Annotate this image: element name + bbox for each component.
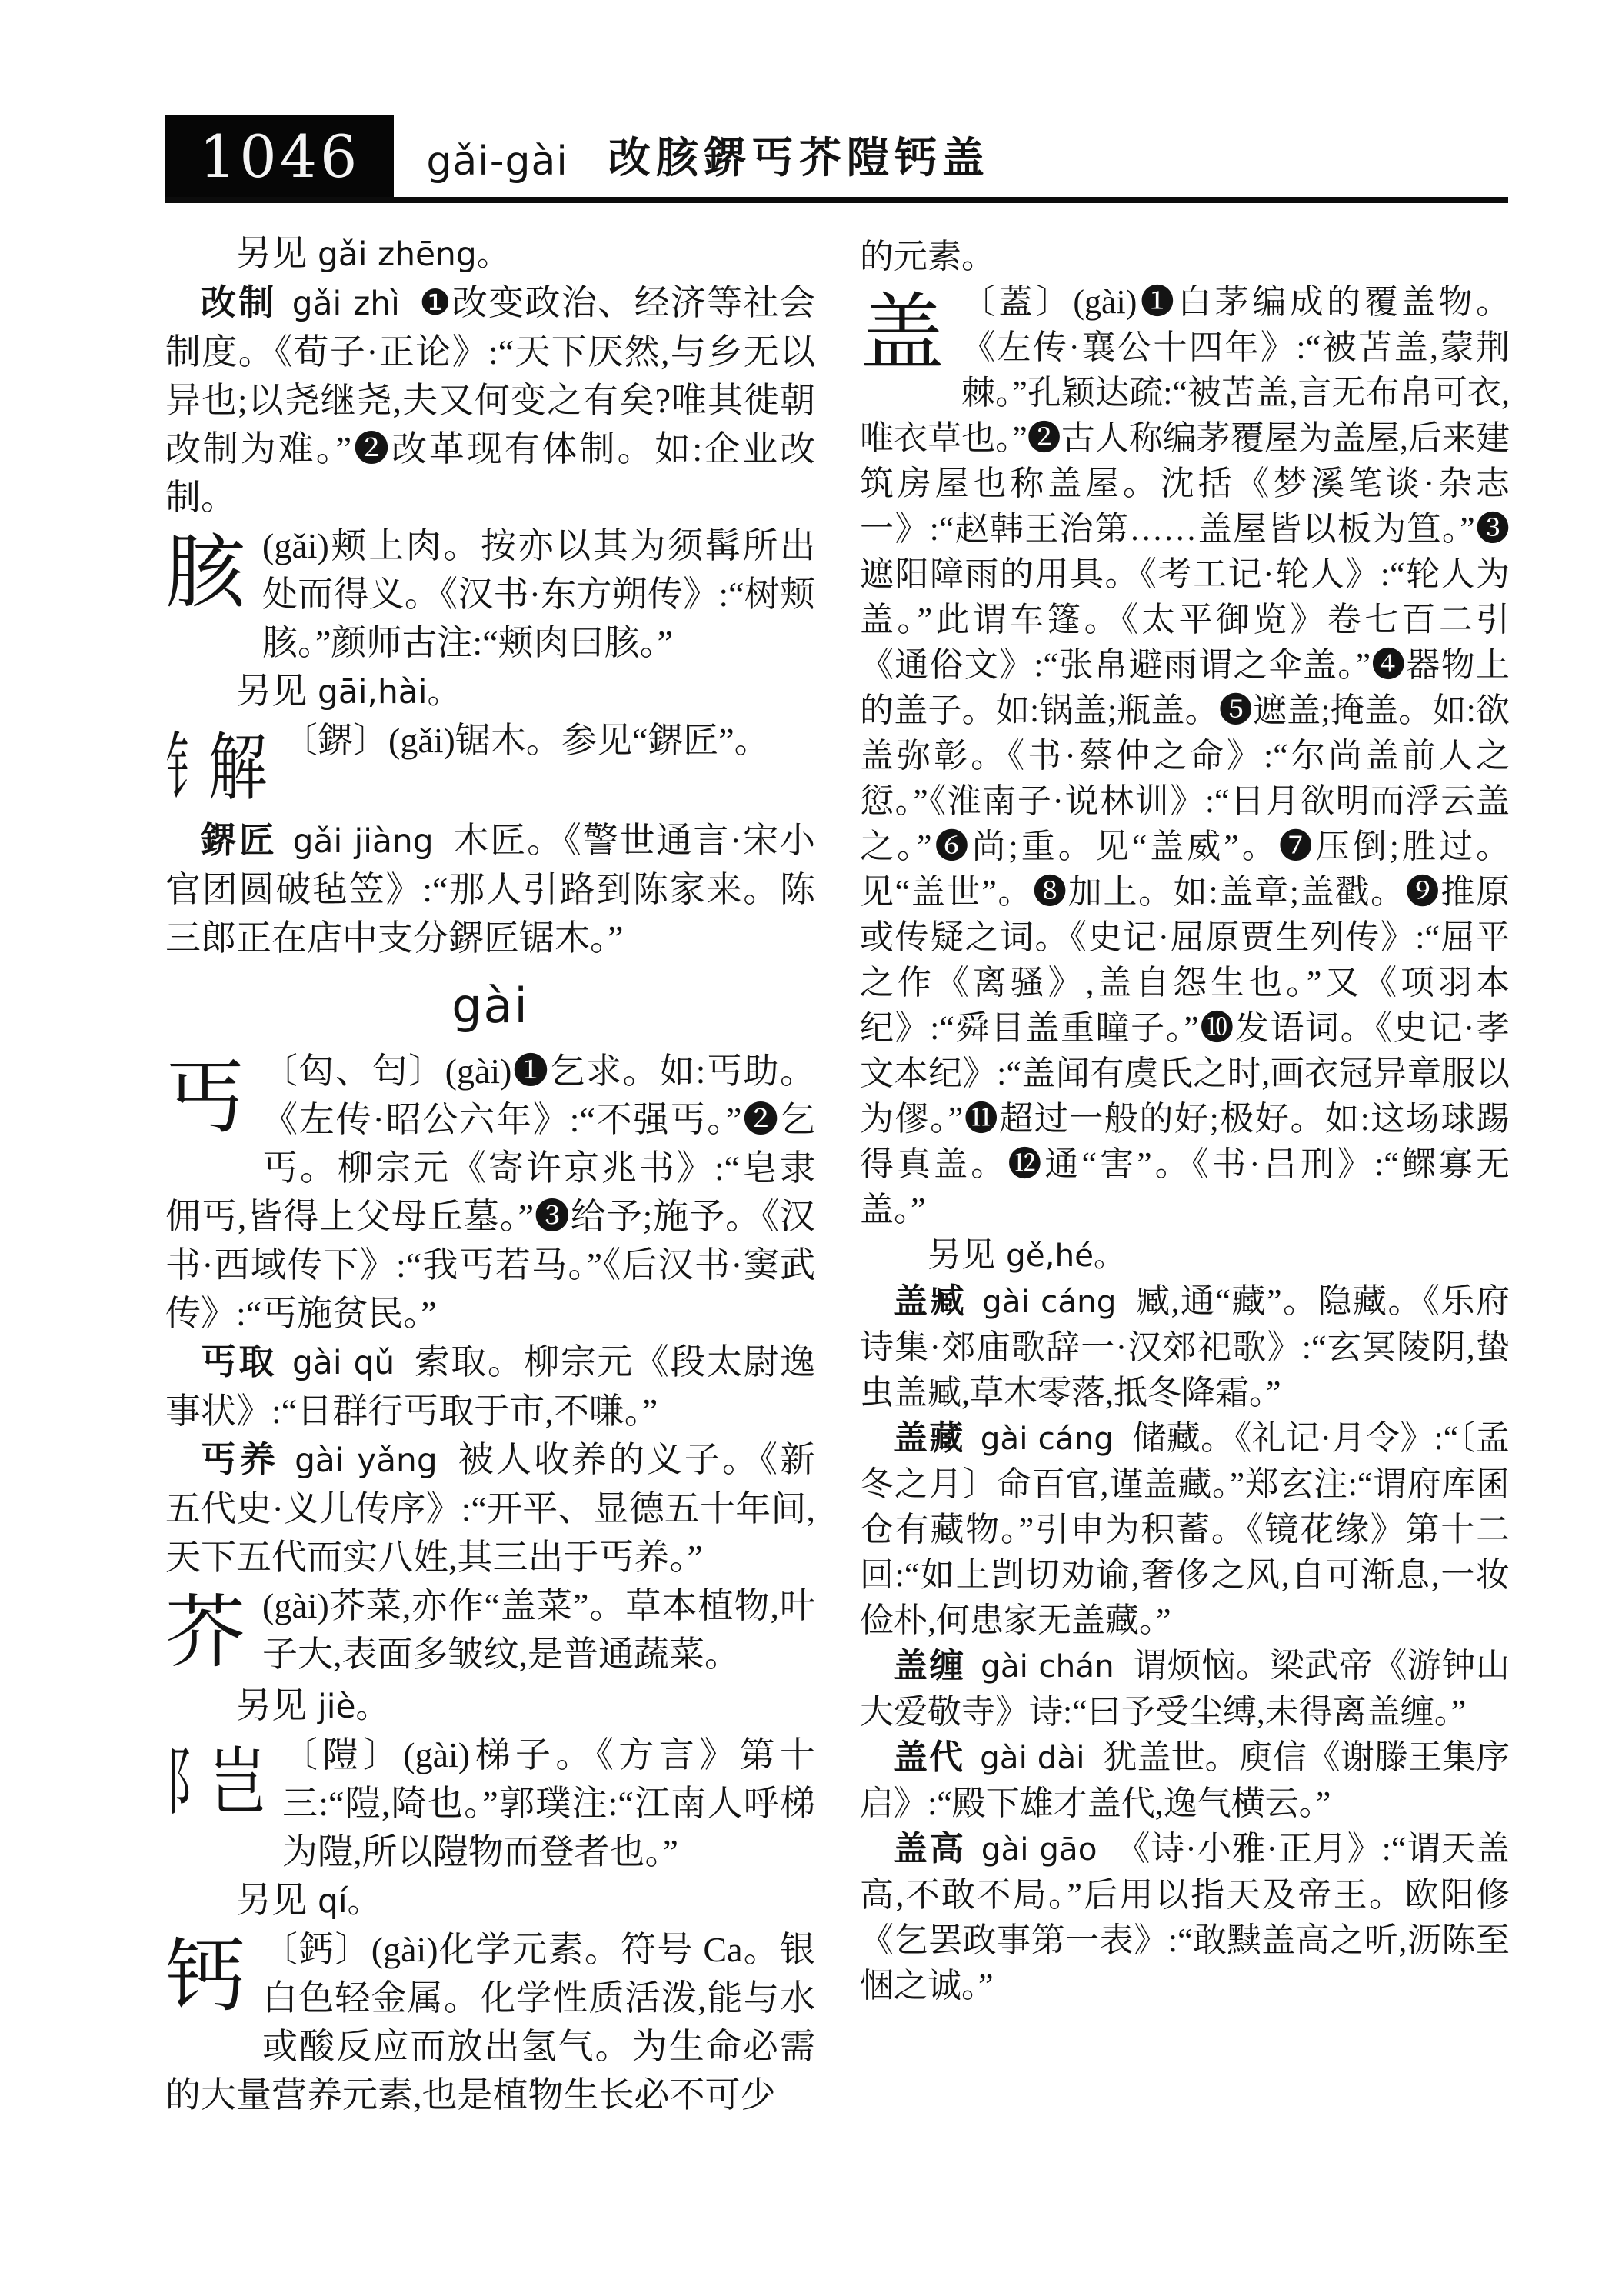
headword: 盖代 — [894, 1738, 965, 1776]
pinyin: gài gāo — [981, 1831, 1097, 1868]
see-also-label: 另见 — [236, 1881, 307, 1920]
page-header — [165, 115, 1508, 203]
entry-gai-yang — [165, 1435, 815, 1581]
headword-body: 解 — [208, 727, 268, 809]
pinyin: gǎi jiàng — [292, 822, 434, 860]
headword-radical: 钅 — [165, 727, 211, 809]
entry-gai-beg — [165, 1047, 815, 1338]
entry-gai-gao — [860, 1826, 1510, 2008]
pinyin: gài dài — [980, 1739, 1085, 1776]
headword: 盖高 — [894, 1830, 966, 1868]
column-left — [165, 229, 815, 2119]
see-also-ref: jiè。 — [318, 1688, 388, 1725]
definition: 犹盖世。庾信《谢滕王集序启》:“殿下雄才盖代,逸气横云。” — [860, 1738, 1510, 1822]
entry-gai-dai — [860, 1734, 1510, 1826]
headword: 丐取 — [201, 1342, 278, 1381]
definition: 索取。柳宗元《段太尉逸事状》:“日群行丐取于市,不嗛。” — [165, 1342, 816, 1431]
headword-char: 胲 — [165, 529, 246, 618]
headword-radical: 阝 — [165, 1741, 211, 1824]
header-char-list: 改胲鎅丐芥隑钙盖 — [608, 135, 990, 182]
headword: 盖臧 — [894, 1282, 967, 1320]
column-right — [860, 229, 1510, 2119]
pinyin: gài yǎng — [295, 1441, 438, 1479]
headword: 盖藏 — [894, 1419, 965, 1457]
see-also-label: 另见 — [236, 1686, 307, 1725]
pinyin: gài cáng — [980, 1420, 1114, 1457]
see-also-label: 另见 — [236, 234, 307, 273]
page-number: 1046 — [165, 115, 394, 197]
pinyin-range: gǎi-gài — [426, 138, 568, 185]
pinyin: gài cáng — [982, 1283, 1117, 1320]
headword-char-composed — [165, 724, 268, 813]
headword: 改制 — [201, 283, 277, 322]
entry-continuation: 的元素。 — [860, 238, 995, 275]
definition: 〔蓋〕(gài)❶白茅编成的覆盖物。《左传·襄公十四年》:“被苫盖,蒙荆棘。”孔颖达疏:“被苫盖,言无布帛可衣,唯衣草也。”❷古人称编茅覆屋为盖屋,后来建筑房屋也称盖屋。沈括《梦溪笔谈·杂志一》:“赵韩王治第……盖屋皆以板为笪。”❸遮阳障雨的用具。《考工记·轮人》:“轮人为盖。”此谓车篷。《太平御览》卷七百二引《通俗文》:“张帛避雨谓之伞盖。”❹器物上的盖子。如:锅盖;瓶盖。❺遮盖;掩盖。如:欲盖弥彰。《书·蔡仲之命》:“尔尚盖前人之愆。”《淮南子·说林训》:“日月欲明而浮云盖之。”❻尚;重。见“盖威”。❼压倒;胜过。见“盖世”。❽加上。如:盖章;盖戳。❾推原或传疑之词。《史记·屈原贾生列传》:“屈平之作《离骚》,盖自怨生也。”又《项羽本纪》:“舜目盖重瞳子。”❿发语词。《史记·孝文本纪》:“盖闻有虞氏之时,画衣冠异章服以为僇。”⓫超过一般的好;极好。如:这场球踢得真盖。⓬通“害”。《书·吕刑》:“鳏寡无盖。” — [860, 283, 1510, 1228]
headword: 丐养 — [201, 1440, 280, 1479]
entry-gai-chan — [860, 1643, 1510, 1734]
definition: (gài)芥菜,亦作“盖菜”。草本植物,叶子大,表面多皱纹,是普通蔬菜。 — [262, 1586, 815, 1674]
entry-saw-jiang — [165, 816, 815, 962]
definition: 谓烦恼。梁武帝《游钟山大爱敬寺》诗:“曰予受尘缚,未得离盖缠。” — [860, 1647, 1510, 1731]
entry-gai-cang-hide — [860, 1278, 1510, 1415]
pinyin: gài chán — [981, 1648, 1114, 1685]
pinyin: gǎi zhì — [291, 285, 400, 322]
definition: 〔隑〕(gài)梯子。《方言》第十三:“隑,陭也。”郭璞注:“江南人呼梯为隑,所以隑物而登者也。” — [282, 1735, 815, 1871]
see-also-ref: gě,hé。 — [1006, 1237, 1125, 1274]
entry-gai-zhi — [165, 278, 815, 522]
definition: 〔匃、匄〕(gài)❶乞求。如:丐助。《左传·昭公六年》:“不强丐。”❷乞丐。柳宗元《寄许京兆书》:“皂隶佣丐,皆得上父母丘墓。”❸给予;施予。《汉书·西域传下》:“我丐若马。”《后汉书·窦武传》:“丐施贫民。” — [165, 1051, 815, 1333]
definition: (gǎi)颊上肉。按亦以其为须髯所出处而得义。《汉书·东方朔传》:“树颊胲。”颜师古注:“颊肉曰胲。” — [262, 526, 815, 662]
see-also-label: 另见 — [928, 1236, 995, 1274]
definition: 〔鎅〕(gǎi)锯木。参见“鎅匠”。 — [282, 721, 770, 760]
entry-gai-cover — [860, 279, 1510, 1232]
see-also-note — [165, 667, 815, 716]
see-also-note — [860, 1232, 1510, 1278]
see-also-ref: qí。 — [318, 1882, 380, 1920]
headword: 盖缠 — [894, 1647, 966, 1685]
definition: ❶改变政治、经济等社会制度。《荀子·正论》:“天下厌然,与乡无以异也;以尧继尧,夫又何变之有矣?唯其徙朝改制为难。”❷改革现有体制。如:企业改制。 — [165, 283, 816, 517]
definition: 储藏。《礼记·月令》:“〔孟冬之月〕命百官,谨盖藏。”郑玄注:“谓府库囷仓有藏物。”引申为积蓄。《镜花缘》第十二回:“如上剀切劝谕,奢侈之风,自可渐息,一妆俭朴,何患家无盖藏。” — [860, 1419, 1510, 1639]
headword: 鎅匠 — [201, 821, 278, 860]
entry-hai-cheek — [165, 522, 815, 667]
section-marker-gai: gài — [451, 978, 529, 1034]
entry-jie-mustard — [165, 1581, 815, 1678]
entry-gai-cang-store — [860, 1415, 1510, 1643]
entry-gai-calcium — [165, 1925, 815, 2119]
definition: 臧,通“藏”。隐藏。《乐府诗集·郊庙歌辞一·汉郊祀歌》:“玄冥陵阴,蛰虫盖臧,草木零落,抵冬降霜。” — [860, 1282, 1510, 1411]
headword-char-composed — [165, 1738, 268, 1828]
headword-body: 岂 — [208, 1741, 268, 1824]
definition: 〔鈣〕(gài)化学元素。符号 Ca。银白色轻金属。化学性质活泼,能与水或酸反应而放出氢气。为生命必需的大量营养元素,也是植物生长必不可少 — [165, 1930, 815, 2114]
definition: 木匠。《警世通言·宋小官团圆破毡笠》:“那人引路到陈家来。陈三郎正在店中支分鎅匠锯木。” — [165, 821, 815, 958]
see-also-label: 另见 — [236, 671, 307, 711]
see-also-note — [165, 229, 815, 278]
headword-char: 盖 — [860, 287, 944, 381]
see-also-ref: gǎi zhēng。 — [318, 235, 510, 273]
pinyin: gài qǔ — [292, 1344, 395, 1381]
see-also-note — [165, 1681, 815, 1731]
headword-char: 丐 — [165, 1055, 246, 1143]
page-body — [165, 229, 1510, 2119]
definition: 被人收养的义子。《新五代史·义儿传序》:“开平、显德五十年间,天下五代而实八姓,其三出于丐养。” — [165, 1440, 816, 1577]
definition: 《诗·小雅·正月》:“谓天盖高,不敢不局。”后用以指天及帝王。欧阳修《乞罢政事第一表》:“敢黩盖高之听,沥陈至悃之诚。” — [860, 1830, 1510, 2004]
headword-char: 钙 — [165, 1933, 246, 2021]
entry-gai-qu — [165, 1338, 815, 1435]
headword-char: 芥 — [165, 1589, 246, 1678]
see-also-note — [165, 1876, 815, 1925]
see-also-ref: gāi,hài。 — [318, 673, 460, 711]
entry-gai-ladder — [165, 1731, 815, 1876]
entry-saw-char — [165, 716, 815, 809]
